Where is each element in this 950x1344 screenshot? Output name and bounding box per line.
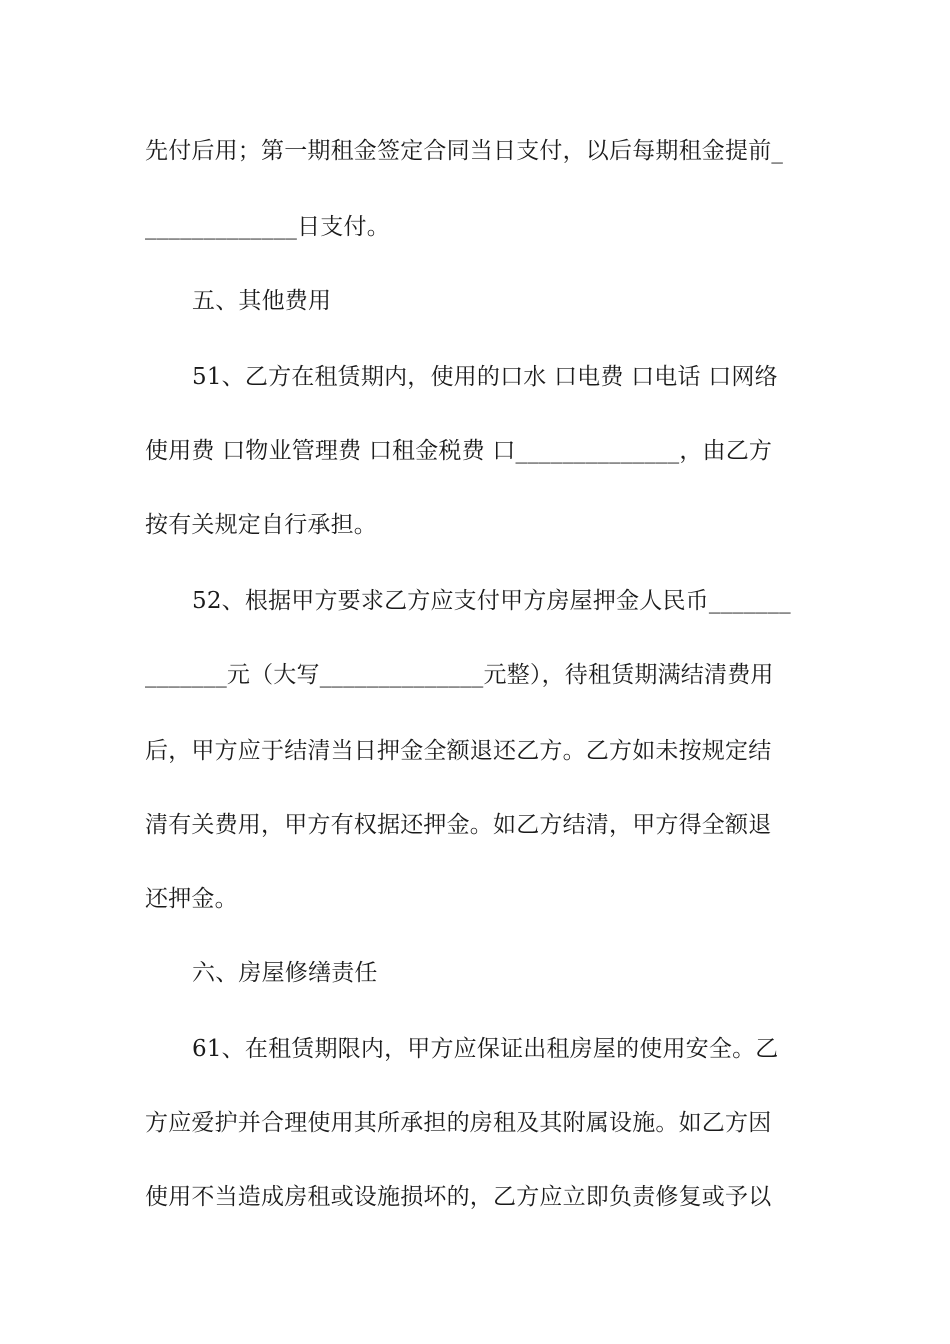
text-line: 还押金。 — [145, 886, 238, 912]
text-line: _____________日支付。 — [145, 214, 390, 240]
text-line: 先付后用；第一期租金签定合同当日支付，以后每期租金提前_ — [145, 138, 784, 164]
text-line: 51、乙方在租赁期内，使用的口水 口电费 口电话 口网络 — [192, 364, 778, 390]
text-line: 按有关规定自行承担。 — [145, 512, 377, 538]
text-line: 61、在租赁期限内，甲方应保证出租房屋的使用安全。乙 — [192, 1036, 779, 1062]
text-line: 后，甲方应于结清当日押金全额退还乙方。乙方如未按规定结 — [145, 738, 772, 764]
text-line: 使用费 口物业管理费 口租金税费 口______________，由乙方 — [145, 438, 773, 464]
section-heading: 五、其他费用 — [192, 288, 332, 314]
text-line: 方应爱护并合理使用其所承担的房租及其附属设施。如乙方因 — [145, 1110, 772, 1136]
text-line: _______元（大写______________元整），待租赁期满结清费用 — [145, 662, 774, 688]
section-heading: 六、房屋修缮责任 — [192, 960, 378, 986]
text-line: 52、根据甲方要求乙方应支付甲方房屋押金人民币_______ — [192, 588, 791, 614]
text-line: 使用不当造成房租或设施损坏的，乙方应立即负责修复或予以 — [145, 1184, 772, 1210]
text-line: 清有关费用，甲方有权据还押金。如乙方结清，甲方得全额退 — [145, 812, 772, 838]
